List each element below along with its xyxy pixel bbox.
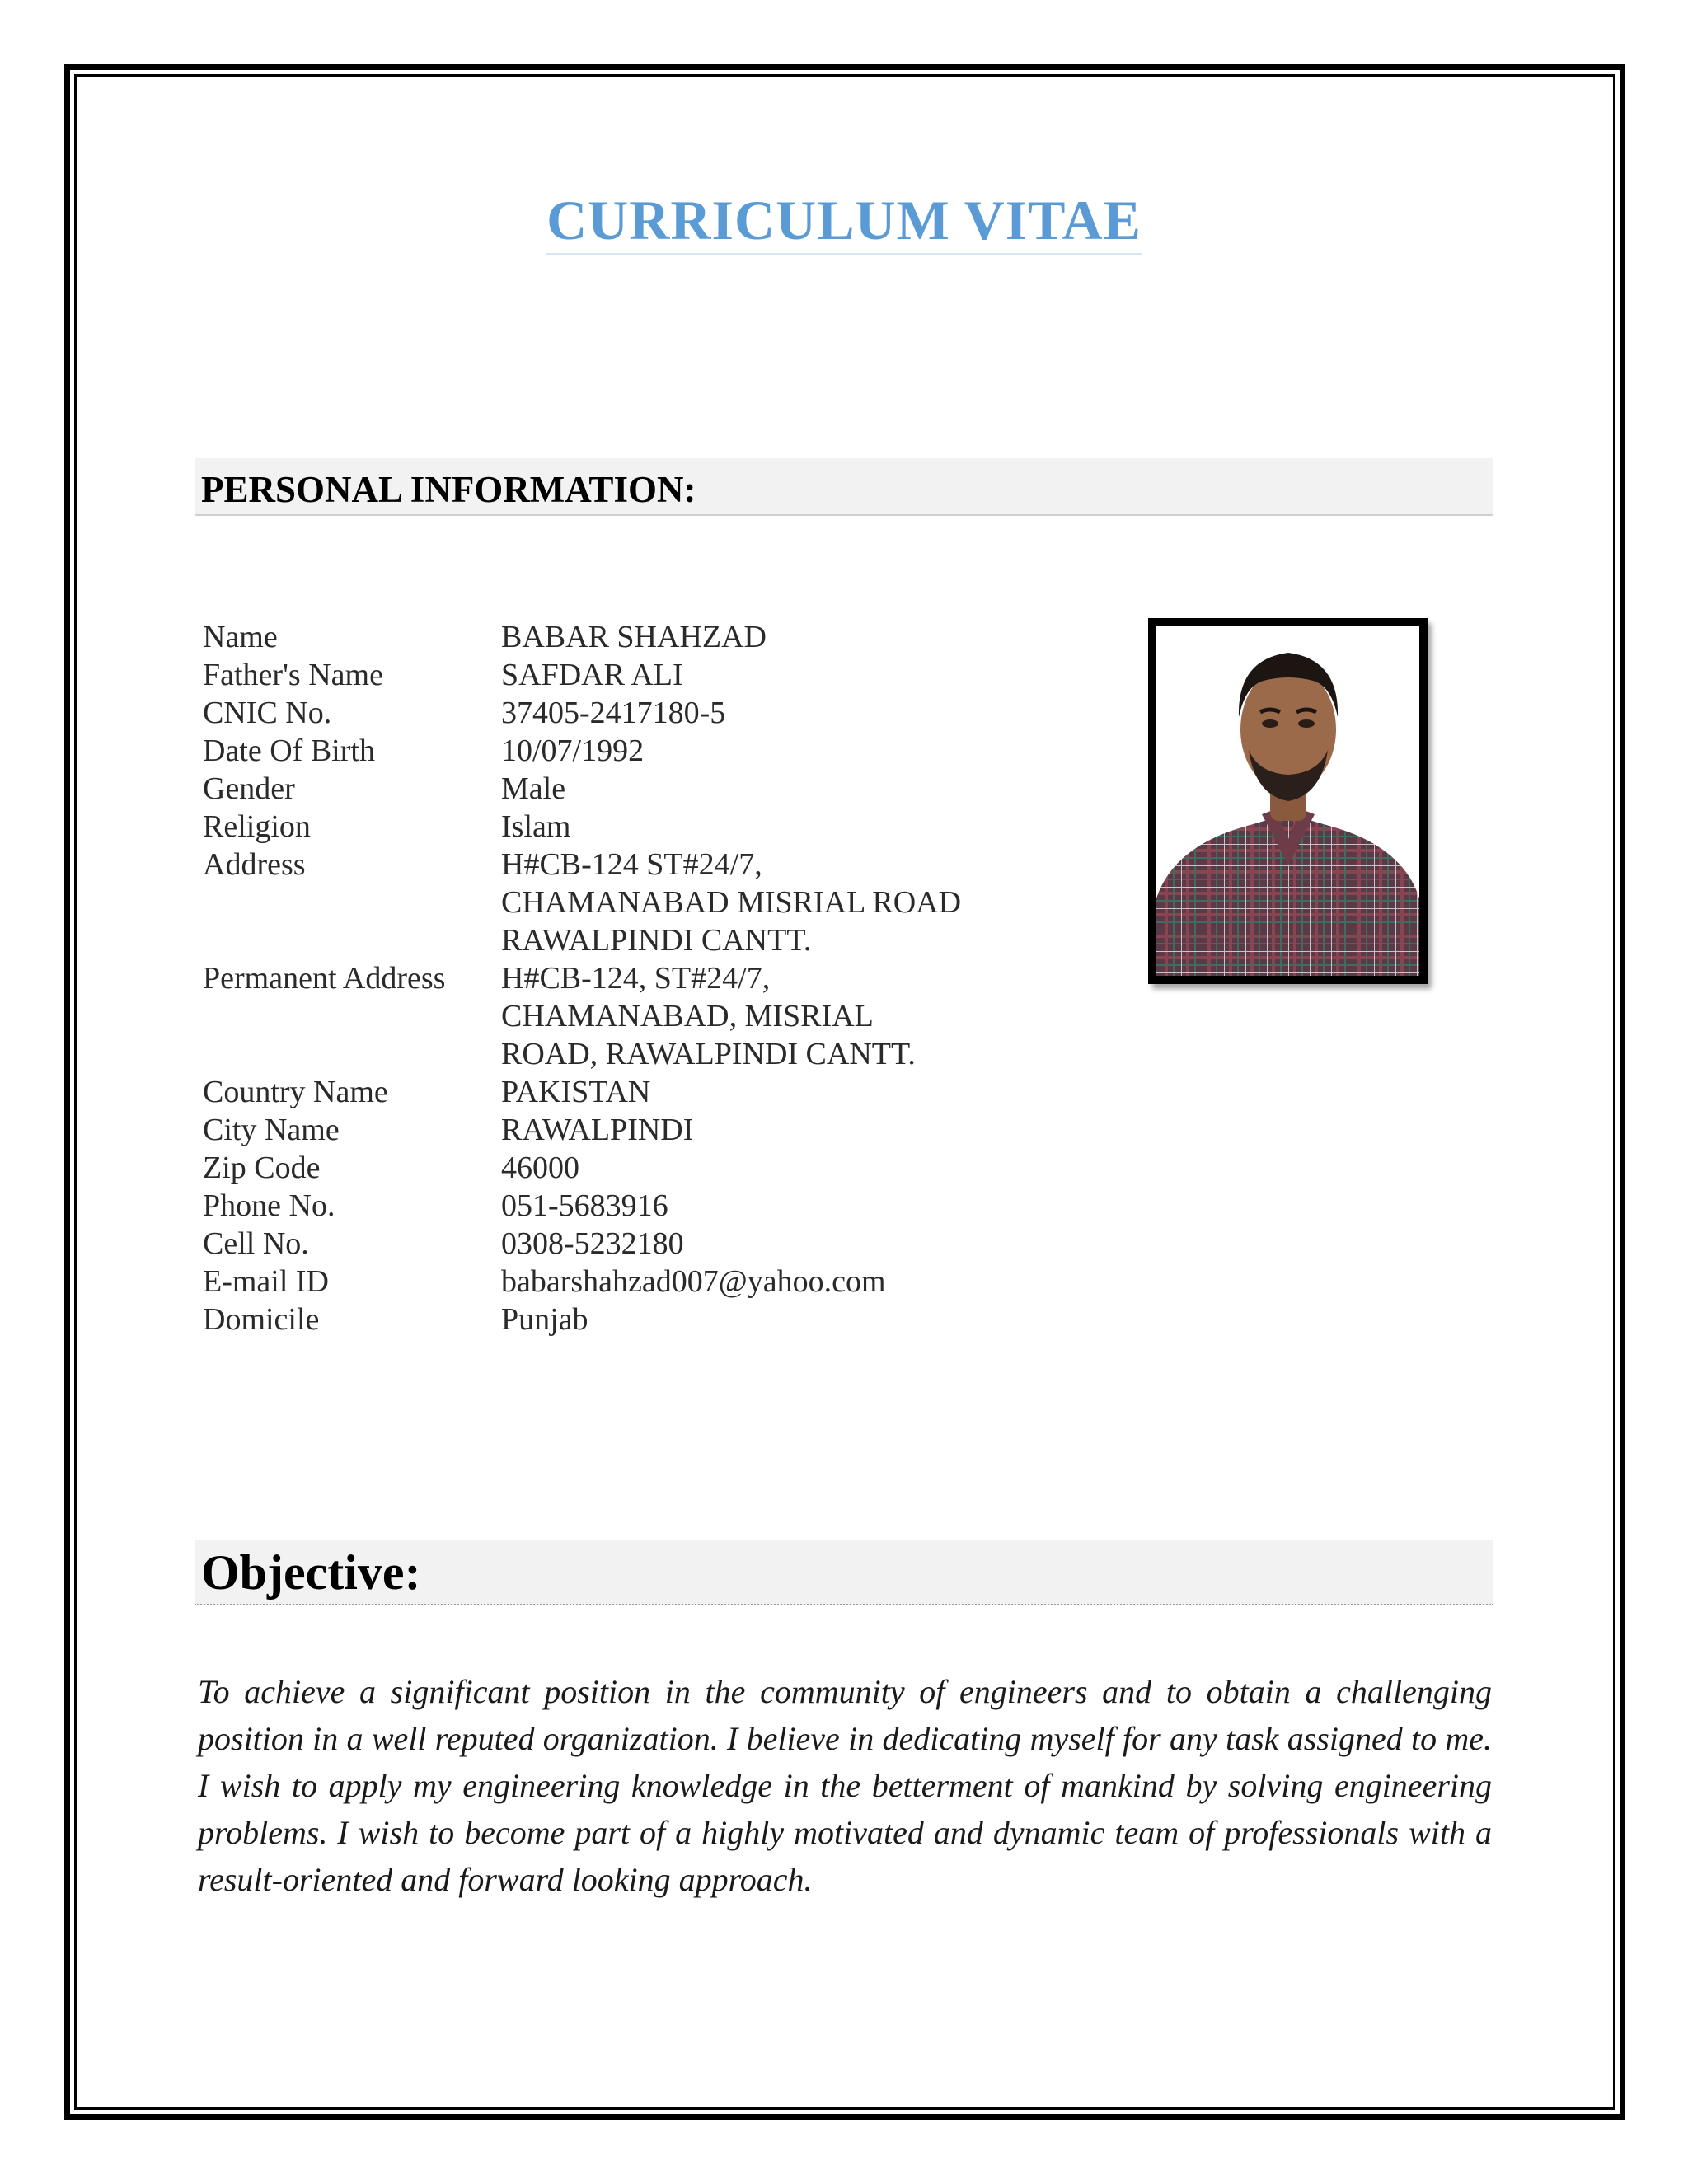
info-label: CNIC No. — [203, 696, 332, 730]
info-value: 051-5683916 — [501, 1188, 668, 1223]
info-value: 46000 — [501, 1151, 579, 1185]
info-label: E-mail ID — [203, 1264, 330, 1299]
info-row-fathers-name — [203, 656, 963, 694]
info-value: 10/07/1992 — [501, 733, 645, 768]
info-value: H#CB-124, ST#24/7, CHAMANABAD, MISRIAL ROAD, RAWALPINDI CANTT. — [501, 961, 916, 1071]
info-value: SAFDAR ALI — [501, 658, 683, 692]
info-row-city — [203, 1111, 963, 1149]
info-row-religion — [203, 808, 963, 846]
info-label: Cell No. — [203, 1226, 309, 1261]
info-row-email — [203, 1263, 963, 1301]
info-label: Gender — [203, 771, 295, 806]
info-row-country — [203, 1073, 963, 1111]
info-label: Phone No. — [203, 1188, 335, 1223]
info-label: Zip Code — [203, 1151, 321, 1185]
info-label: Religion — [203, 809, 311, 844]
info-label: Domicile — [203, 1302, 320, 1337]
objective-heading: Objective: — [201, 1545, 421, 1600]
info-value: BABAR SHAHZAD — [501, 620, 767, 654]
objective-header — [195, 1540, 1493, 1605]
info-value: Punjab — [501, 1302, 588, 1337]
profile-photo — [1156, 626, 1419, 976]
info-row-phone — [203, 1187, 963, 1225]
info-row-dob — [203, 732, 963, 770]
info-row-cell — [203, 1225, 963, 1263]
personal-info-heading: PERSONAL INFORMATION: — [201, 469, 696, 510]
info-row-domicile — [203, 1301, 963, 1338]
info-row-zip — [203, 1149, 963, 1187]
info-label: Date Of Birth — [203, 733, 375, 768]
info-value: Islam — [501, 809, 571, 844]
profile-photo-frame — [1148, 618, 1428, 984]
info-row-permanent-address — [203, 959, 963, 1073]
portrait-icon — [1156, 626, 1419, 976]
info-label: Permanent Address — [203, 961, 446, 996]
info-label: Name — [203, 620, 278, 654]
info-value: Male — [501, 771, 566, 806]
objective-paragraph: To achieve a significant position in the community of engineers and to obtain a challenging position in a well reputed organization. I believe in dedicating myself for any task assigned to me. I wish to apply my engineering knowledge in the betterment of mankind by solving engineering problems. I wish to become part of a highly motivated and dynamic team of professionals with a result-oriented and forward looking approach. — [198, 1673, 1492, 1898]
personal-info-table — [203, 618, 963, 1338]
info-label: Country Name — [203, 1075, 388, 1109]
info-label: Father's Name — [203, 658, 383, 692]
info-row-name — [203, 618, 963, 656]
info-row-cnic — [203, 694, 963, 732]
info-value: 0308-5232180 — [501, 1226, 684, 1261]
info-value: 37405-2417180-5 — [501, 696, 726, 730]
personal-info-header — [195, 458, 1493, 516]
document-title-wrap — [0, 188, 1688, 253]
info-value: babarshahzad007@yahoo.com — [501, 1264, 886, 1299]
info-row-gender — [203, 770, 963, 808]
info-value: PAKISTAN — [501, 1075, 651, 1109]
info-value: H#CB-124 ST#24/7, CHAMANABAD MISRIAL ROAD RAWALPINDI CANTT. — [501, 847, 962, 958]
info-row-address — [203, 846, 963, 959]
document-title: CURRICULUM VITAE — [546, 189, 1142, 255]
info-label: Address — [203, 847, 306, 882]
info-value: RAWALPINDI — [501, 1113, 694, 1147]
info-label: City Name — [203, 1113, 340, 1147]
